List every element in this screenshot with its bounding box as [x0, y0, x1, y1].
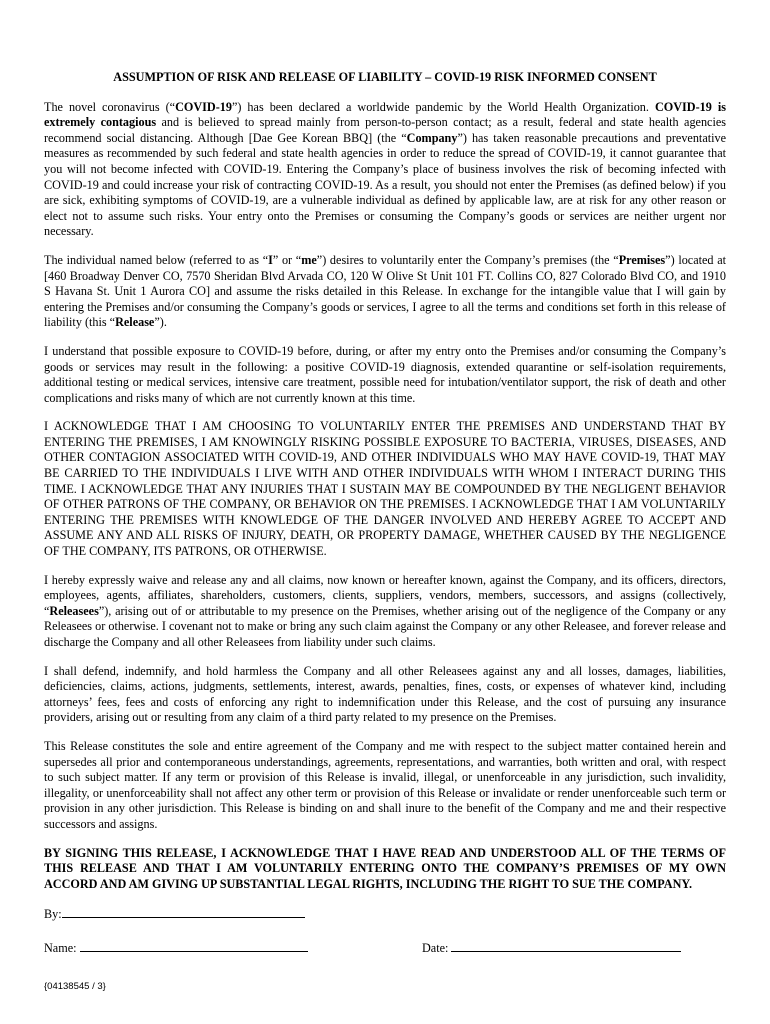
- paragraph-signing-acknowledgement: BY SIGNING THIS RELEASE, I ACKNOWLEDGE THAT I HAVE READ AND UNDERSTOOD ALL OF THE TERMS OF THIS RELEASE AND THAT I AM VOLUNTARILY ENTERING ONTO THE COMPANY’S PREMISES OF MY OWN ACCORD AND AM GIVING UP SUBSTANTIAL LEGAL RIGHTS, INCLUDING THE RIGHT TO SUE THE COMPANY.: [44, 845, 726, 891]
- date-block: [422, 939, 681, 957]
- signature-by-field[interactable]: [62, 905, 305, 918]
- release-document: [44, 70, 726, 995]
- paragraph-exposure-risks: I understand that possible exposure to COVID-19 before, during, or after my entry onto the Premises and/or consuming the Company’s goods or services may result in the following: a positive COVID-19 diagnosis, extended quarantine or self-isolation requirements, additional testing or medical services, intensive care treatment, possible need for intubation/ventilator support, the risk of death and other complications and risks many of which are not currently known at this time.: [44, 343, 726, 405]
- date-field[interactable]: [451, 939, 681, 952]
- paragraph-acknowledgement: I ACKNOWLEDGE THAT I AM CHOOSING TO VOLUNTARILY ENTER THE PREMISES AND UNDERSTAND THAT BY ENTERING THE PREMISES, I AM KNOWINGLY RISKING POSSIBLE EXPOSURE TO BACTERIA, VIRUSES, DISEASES, AND OTHER CONTAGION ASSOCIATED WITH COVID-19, AND OTHER INDIVIDUALS WHO MAY HAVE COVID-19, THAT MAY BE CARRIED TO THE INDIVIDUALS I LIVE WITH AND OTHER INDIVIDUALS WITH WHOM I INTERACT DURING THIS TIME. I ACKNOWLEDGE THAT ANY INJURIES THAT I SUSTAIN MAY BE COMPOUNDED BY THE NEGLIGENT BEHAVIOR OF OTHER PATRONS OF THE COMPANY, OR BEHAVIOR ON THE PREMISES. I ACKNOWLEDGE THAT I AM VOLUNTARILY ENTERING THE PREMISES WITH KNOWLEDGE OF THE DANGER INVOLVED AND HEREBY AGREE TO ACCEPT AND ASSUME ANY AND ALL RISKS OF INJURY, DEATH, OR PROPERTY DAMAGE, WHETHER CAUSED BY THE NEGLIGENCE OF THE COMPANY, ITS PATRONS, OR OTHERWISE.: [44, 419, 726, 559]
- signature-name-date-row: [44, 939, 726, 957]
- by-label: By:: [44, 907, 62, 922]
- paragraph-indemnify: I shall defend, indemnify, and hold harmless the Company and all other Releasees against any and all losses, damages, liabilities, deficiencies, claims, actions, judgments, settlements, interest, awards, penalties, fines, costs, or expenses of whatever kind, including attorneys’ fees, fees and costs of enforcing any right to indemnification under this Release, and the cost of pursuing any insurance providers, arising out or resulting from any claim of a third party related to my presence on the Premises.: [44, 663, 726, 725]
- paragraph-entire-agreement: This Release constitutes the sole and entire agreement of the Company and me with respect to the subject matter contained herein and supersedes all prior and contemporaneous understandings, agreements, representations, and warranties, both written and oral, with respect to such subject matter. If any term or provision of this Release is invalid, illegal, or unenforceable in any jurisdiction, such invalidity, illegality, or unenforceability shall not affect any other term or provision of this Release or invalidate or render unenforceable such term or provision in any other jurisdiction. This Release is binding on and shall inure to the benefit of the Company and me and their respective successors and assigns.: [44, 738, 726, 831]
- paragraph-premises: The individual named below (referred to as “I” or “me”) desires to voluntarily enter the Company’s premises (the “Premises”) located at [460 Broadway Denver CO, 7570 Sheridan Blvd Arvada CO, 120 W Olive St Unit 101 FT. Collins CO, 827 Colorado Blvd CO, and 1910 S Havana St. Unit 1 Aurora CO] and assume the risks detailed in this Release. In exchange for the intangible value that I will gain by entering the Premises and/or consuming the Company’s goods or services, I agree to all the terms and conditions set forth in this release of liability (this “Release”).: [44, 252, 726, 330]
- date-label: Date:: [422, 941, 449, 956]
- document-id: {04138545 / 3}: [44, 981, 106, 993]
- name-field[interactable]: [80, 939, 308, 952]
- document-title: ASSUMPTION OF RISK AND RELEASE OF LIABILITY – COVID-19 RISK INFORMED CONSENT: [113, 70, 657, 84]
- signature-by-row: [44, 905, 726, 923]
- paragraph-waiver: I hereby expressly waive and release any and all claims, now known or hereafter known, against the Company, and its officers, directors, employees, agents, affiliates, shareholders, customers, clients, suppliers, vendors, members, successors, and assigns (collectively, “Releasees”), arising out of or attributable to my presence on the Premises, whether arising out of the negligence of the Company or any Releasees or otherwise. I covenant not to make or bring any such claim against the Company or any other Releasee, and forever release and discharge the Company and all other Releasees from liability under such claims.: [44, 572, 726, 649]
- name-label: Name:: [44, 941, 77, 956]
- paragraph-covid-intro: The novel coronavirus (“COVID-19”) has been declared a worldwide pandemic by the World Health Organization. COVID-19 is extremely contagious and is believed to spread mainly from person-to-person contact; as a result, federal and state health agencies recommend social distancing. Although [Dae Gee Korean BBQ] (the “Company”) has taken reasonable precautions and preventative measures as recommended by such federal and state health agencies in order to reduce the spread of COVID-19, it cannot guarantee that you will not become infected with COVID-19. Entering the Company’s place of business involves the risk of becoming infected with COVID-19 and could increase your risk of contracting COVID-19. As a result, you should not enter the Premises (as defined below) if you are sick, exhibiting symptoms of COVID-19, are a vulnerable individual as defined by applicable law, are at risk for any other reason or elect not to assume such risks. Your entry onto the Premises or consuming the Company’s goods or services are neither urgent nor necessary.: [44, 99, 727, 239]
